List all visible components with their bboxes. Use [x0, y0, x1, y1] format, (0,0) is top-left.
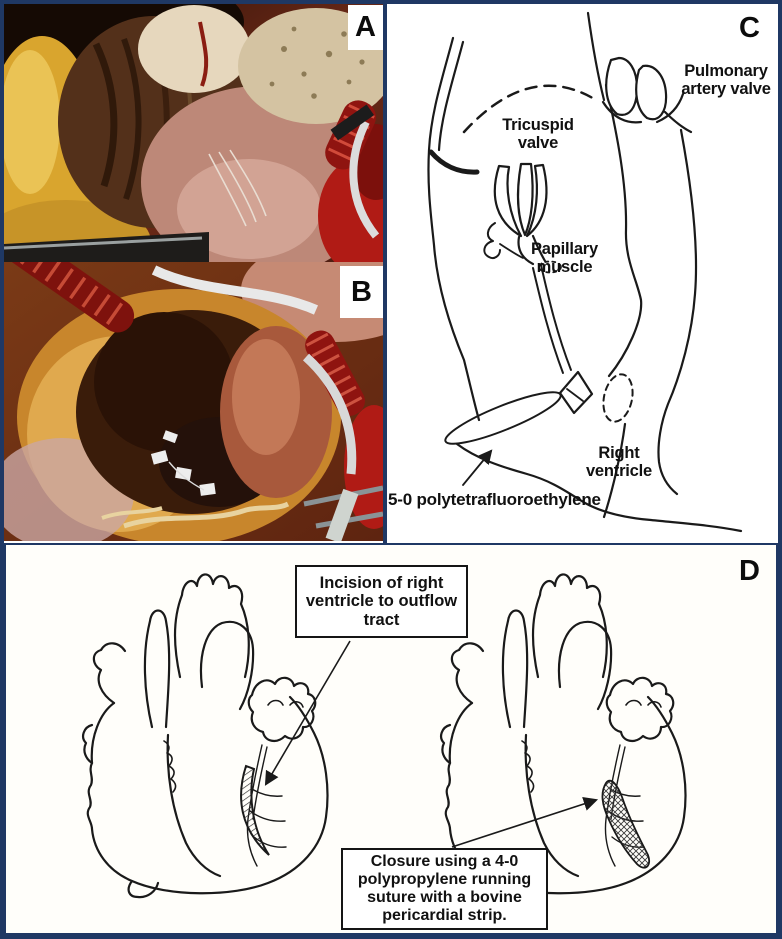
panel-label-b-box — [340, 266, 383, 318]
label-right-ventricle: Right ventricle — [585, 444, 653, 481]
panel-label-a: A — [355, 11, 376, 43]
panel-c-diagram — [383, 4, 778, 543]
photo-panel-a — [4, 4, 383, 262]
closure-note-box: Closure using a 4-0 polypropylene running suture with a bovine pericardial strip. — [341, 848, 548, 930]
panel-label-b: B — [351, 275, 372, 308]
label-papillary-muscle: Papillary muscle — [531, 240, 598, 277]
surgical-photo-b — [4, 262, 383, 541]
label-suture-material: 5-0 polytetrafluoroethylene — [388, 490, 601, 509]
surgical-photo-a — [4, 4, 383, 262]
panel-label-c: C — [739, 12, 760, 44]
label-pulmonary-artery-valve: Pulmonary artery valve — [681, 62, 771, 99]
incision-note-box: Incision of right ventricle to outflow tract — [295, 565, 468, 638]
panel-label-d: D — [739, 555, 760, 587]
panel-d-diagram — [4, 543, 778, 935]
photo-panel-b — [4, 262, 383, 541]
label-tricuspid-valve: Tricuspid valve — [502, 116, 574, 153]
panel-label-a-box — [348, 5, 383, 50]
